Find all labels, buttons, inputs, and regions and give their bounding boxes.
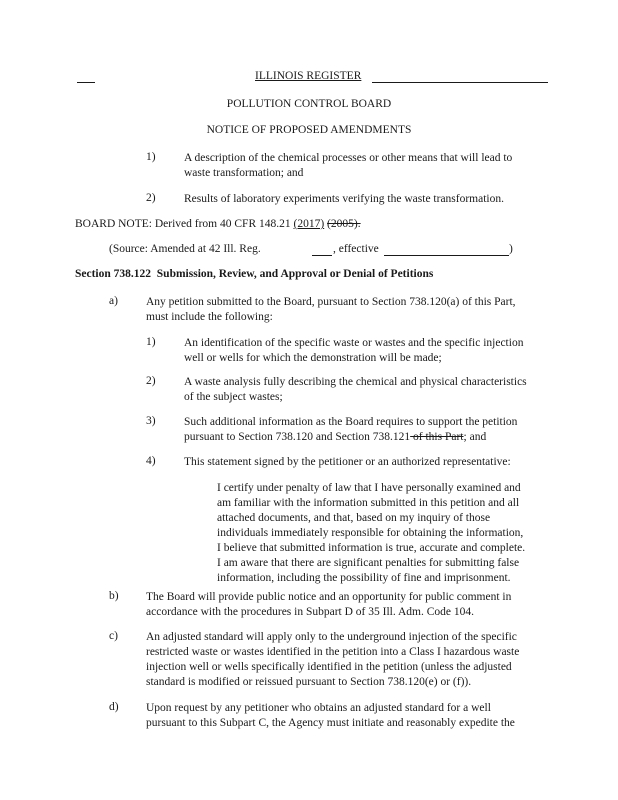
source-blank-2 [384,255,509,256]
struck-phrase: of this Part [410,431,464,443]
top-item-1-number: 1) [146,151,156,163]
deleted-text: (2005). [327,218,361,230]
top-item-2-number: 2) [146,192,156,204]
a-item-1-text: An identification of the specific waste or wastes and the specific injection well or wells for which the demonstration will be made; [184,337,524,364]
header-rule-left [77,82,95,83]
section-heading: Section 738.122 Submission, Review, and Approval or Denial of Petitions [75,268,434,280]
board-title: POLLUTION CONTROL BOARD [226,98,392,110]
source-note: (Source: Amended at 42 Ill. Reg. [109,243,261,255]
source-blank-1 [312,255,332,256]
para-a-label: a) [109,295,118,307]
a-item-3-number: 3) [146,415,156,427]
source-close: ) [509,243,513,255]
top-item-2-text: Results of laboratory experiments verifying the waste transformation. [184,193,504,205]
para-d-label: d) [109,701,119,713]
board-note: BOARD NOTE: Derived from 40 CFR 148.21 (2017) (2005). [75,218,361,230]
certification-statement: I certify under penalty of law that I have personally examined and am familiar with the information submitted in this petition and all attached documents, and that, based on my inquiry of those individuals immediately responsible for obtaining the information, I believe that submitted information is true, accurate and complete. I am aware that there are significant penalties for submitting false information, including the possibility of fine and imprisonment. [217,482,526,584]
source-effective: , effective [333,243,379,255]
para-c-text: An adjusted standard will apply only to the underground injection of the specific restricted waste or wastes identified in the petition into a Class I hazardous waste injection well or wells specifically identified in the petition (unless the adjusted standard is modified or reissued pursuant to Section 738.120(e) or (f)). [146,631,520,688]
a-item-4-text: This statement signed by the petitioner or an authorized representative: [184,456,511,468]
inserted-text: (2017) [293,218,325,230]
para-a-text: Any petition submitted to the Board, pursuant to Section 738.120(a) of this Part, must include the following: [146,296,516,323]
para-b-label: b) [109,590,119,602]
para-c-label: c) [109,630,118,642]
a-item-3-text: Such additional information as the Board requires to support the petition pursuant to Section 738.120 and Section 738.121 of this Part; and [184,416,518,443]
notice-title: NOTICE OF PROPOSED AMENDMENTS [206,124,412,136]
a-item-2-number: 2) [146,375,156,387]
para-d-text: Upon request by any petitioner who obtains an adjusted standard for a well pursuant to this Subpart C, the Agency must initiate and reasonably expedite the [146,702,515,729]
a-item-2-text: A waste analysis fully describing the chemical and physical characteristics of the subject wastes; [184,376,527,403]
a-item-1-number: 1) [146,336,156,348]
top-item-1-text: A description of the chemical processes or other means that will lead to waste transformation; and [184,152,513,179]
para-b-text: The Board will provide public notice and an opportunity for public comment in accordance with the procedures in Subpart D of 35 Ill. Adm. Code 104. [146,591,512,618]
header-rule-right [372,82,548,83]
a-item-4-number: 4) [146,455,156,467]
register-title: ILLINOIS REGISTER [255,70,362,82]
